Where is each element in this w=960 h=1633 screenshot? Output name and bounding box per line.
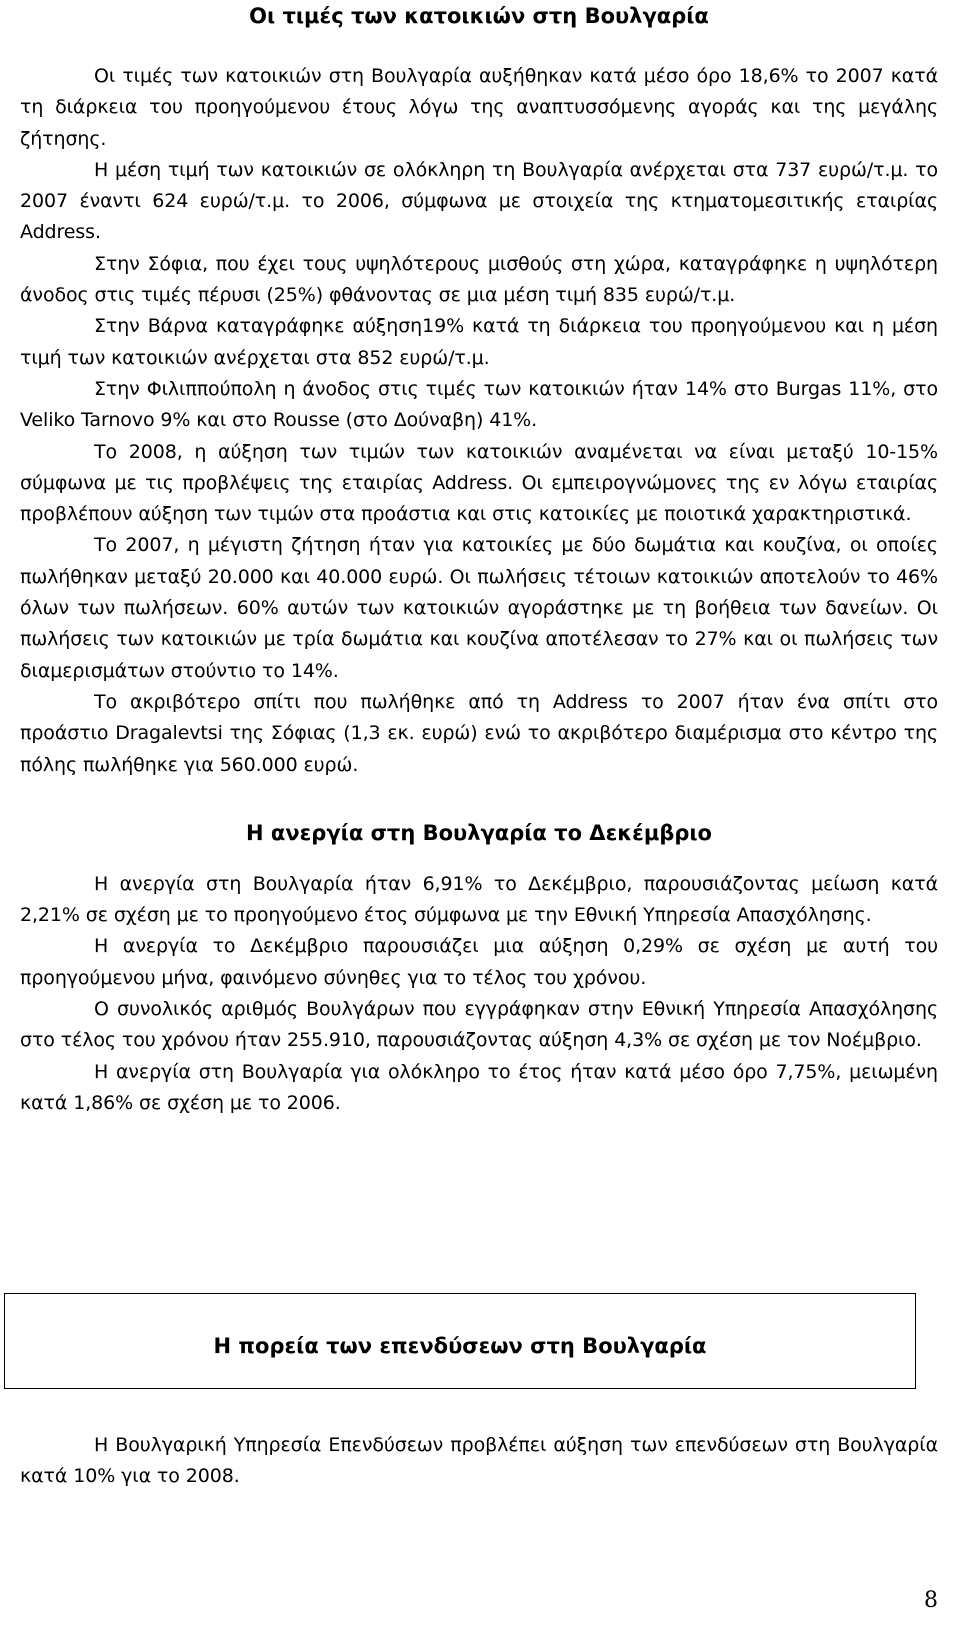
paragraph: Το 2007, η μέγιστη ζήτηση ήταν για κατοικίες με δύο δωμάτια και κουζίνα, οι οποίες πωλήθηκαν μεταξύ 20.000 και 40.000 ευρώ. Οι πωλήσεις τέτοιων κατοικιών αποτελούν το 46% όλων των πωλήσεων. 60% αυτών των κατοικιών αγοράστηκε με τη βοήθεια των δανείων. Οι πωλήσεις των κατοικιών με τρία δωμάτια και κουζίνα αποτέλεσαν το 27% και οι πωλήσεις των διαμερισμάτων στούντιο το 14%. xyxy=(20,534,938,682)
paragraph: Το ακριβότερο σπίτι που πωλήθηκε από τη Address το 2007 ήταν ένα σπίτι στο προάστιο Dragalevtsi της Σόφιας (1,3 εκ. ευρώ) ενώ το ακριβότερο διαμέρισμα στο κέντρο της πόλης πωλήθηκε για 560.000 ευρώ. xyxy=(20,690,938,776)
section-unemployment xyxy=(20,869,938,1119)
paragraph: Η μέση τιμή των κατοικιών σε ολόκληρη τη Βουλγαρία ανέρχεται στα 737 ευρώ/τ.μ. το 2007 έναντι 624 ευρώ/τ.μ. το 2006, σύμφωνα με στοιχεία της κτηματομεσιτικής εταιρίας Address. xyxy=(20,158,938,244)
page-number: 8 xyxy=(924,1588,938,1613)
paragraph: Η ανεργία στη Βουλγαρία ήταν 6,91% το Δεκέμβριο, παρουσιάζοντας μείωση κατά 2,21% σε σχέση με το προηγούμενο έτος σύμφωνα με την Εθνική Υπηρεσία Απασχόλησης. xyxy=(20,872,938,927)
paragraph: Η ανεργία το Δεκέμβριο παρουσιάζει μια αύξηση 0,29% σε σχέση με αυτή του προηγούμενου μήνα, φαινόμενο σύνηθες για το τέλος του χρόνου. xyxy=(20,935,938,989)
paragraph: Η Βουλγαρική Υπηρεσία Επενδύσεων προβλέπει αύξηση των επενδύσεων στη Βουλγαρία κατά 10% για το 2008. xyxy=(20,1434,938,1488)
section-title-unemployment: Η ανεργία στη Βουλγαρία το Δεκέμβριο xyxy=(246,820,712,845)
section-title-investments: Η πορεία των επενδύσεων στη Βουλγαρία xyxy=(213,1334,707,1358)
section-title-box xyxy=(4,1293,916,1389)
paragraph: Οι τιμές των κατοικιών στη Βουλγαρία αυξήθηκαν κατά μέσο όρο 18,6% το 2007 κατά τη διάρκεια του προηγούμενου έτους λόγω της αναπτυσσόμενης αγοράς και της μεγάλης ζήτησης. xyxy=(20,65,938,150)
document-page xyxy=(20,0,938,1119)
paragraph: Στην Σόφια, που έχει τους υψηλότερους μισθούς στη χώρα, καταγράφηκε η υψηλότερη άνοδος στις τιμές πέρυσι (25%) φθάνοντας σε μια μέση τιμή 835 ευρώ/τ.μ. xyxy=(20,252,938,307)
paragraph: Στην Βάρνα καταγράφηκε αύξηση19% κατά τη διάρκεια του προηγούμενου και η μέση τιμή των κατοικιών ανέρχεται στα 852 ευρώ/τ.μ. xyxy=(20,315,938,369)
section-title-housing-prices: Οι τιμές των κατοικιών στη Βουλγαρία xyxy=(249,4,709,28)
section-investments xyxy=(20,1430,938,1493)
paragraph: Το 2008, η αύξηση των τιμών των κατοικιών αναμένεται να είναι μεταξύ 10-15% σύμφωνα με τις προβλέψεις της εταιρίας Address. Οι εμπειρογνώμονες της εν λόγω εταιρίας προβλέπουν αύξηση των τιμών στα προάστια και στις κατοικίες με ποιοτικά χαρακτηριστικά. xyxy=(20,440,938,526)
paragraph: Ο συνολικός αριθμός Βουλγάρων που εγγράφηκαν στην Εθνική Υπηρεσία Απασχόλησης στο τέλος του χρόνου ήταν 255.910, παρουσιάζοντας αύξηση 4,3% σε σχέση με τον Νοέμβριο. xyxy=(20,998,938,1052)
section-housing-prices xyxy=(20,61,938,781)
paragraph: Η ανεργία στη Βουλγαρία για ολόκληρο το έτος ήταν κατά μέσο όρο 7,75%, μειωμένη κατά 1,86% σε σχέση με το 2006. xyxy=(20,1060,938,1114)
paragraph: Στην Φιλιππούπολη η άνοδος στις τιμές των κατοικιών ήταν 14% στο Burgas 11%, στο Veliko Tarnovo 9% και στο Rousse (στο Δούναβη) 41%. xyxy=(20,377,938,432)
